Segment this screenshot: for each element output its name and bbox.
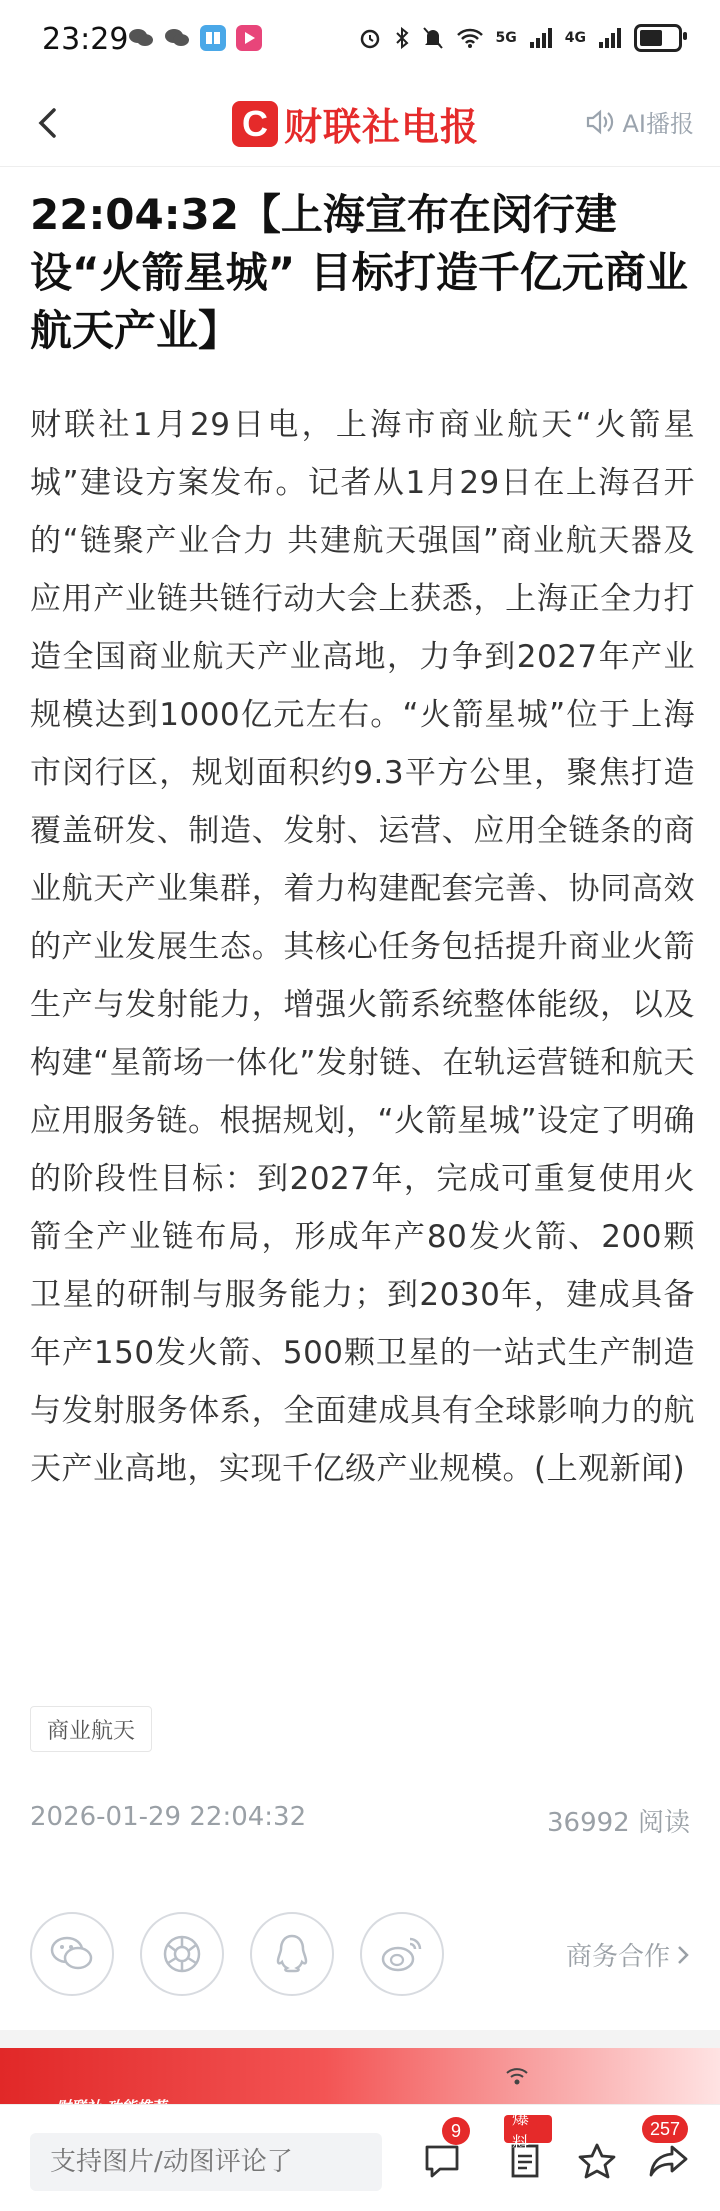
signal-icon-2 <box>598 27 622 49</box>
read-count: 36992 阅读 <box>547 1808 690 1838</box>
system-status-icons <box>358 24 682 52</box>
chevron-left-icon <box>26 100 72 146</box>
battery-icon <box>634 24 682 52</box>
article-body: 财联社1月29日电，上海市商业航天“火箭星城”建设方案发布。记者从1月29日在上海召开的“链聚产业合力 共建航天强国”商业航天器及应用产业链共链行动大会上获悉，上海正全力打造全国商业航天产业高地，力争到2027年产业规模达到1000亿元左右。“火箭星城”位于上海市闵行区，规划面积约9.3平方公里，聚焦打造覆盖研发、制造、发射、运营、应用全链条的商业航天产业集群，着力构建配套完善、协同高效的产业发展生态。其核心任务包括提升商业火箭生产与发射能力，增强火箭系统整体能级，以及构建“星箭场一体化”发射链、在轨运营链和航天应用服务链。根据规划，“火箭星城”设定了明确的阶段性目标：到2027年，完成可重复使用火箭全产业链布局，形成年产80发火箭、200颗卫星的研制与服务能力；到2030年，建成具备年产150发火箭、500颗卫星的一站式生产制造与发射服务体系，全面建成具有全球影响力的航天产业高地，实现千亿级产业规模。(上观新闻) <box>30 407 695 1487</box>
share-count-badge: 257 <box>642 2115 688 2143</box>
wechat-notification-icon-2 <box>164 25 190 51</box>
status-time: 23:29 <box>42 22 129 57</box>
comment-icon <box>422 2141 462 2181</box>
back-button[interactable] <box>26 100 72 146</box>
wechat-notification-icon <box>128 25 154 51</box>
topic-tag[interactable]: 商业航天 <box>30 1706 152 1752</box>
notification-icons <box>128 25 262 51</box>
share-row <box>30 1912 690 1996</box>
top-nav-bar <box>0 82 720 167</box>
network-4g-label: 4G <box>564 30 586 46</box>
wechat-icon <box>50 1935 94 1973</box>
book-app-icon <box>200 25 226 51</box>
ai-read-label: AI播报 <box>622 110 694 138</box>
comments-button[interactable] <box>422 2120 468 2187</box>
bottom-action-bar <box>0 2104 720 2211</box>
status-bar <box>0 0 720 82</box>
qq-icon <box>274 1933 310 1975</box>
share-qq-button[interactable] <box>250 1912 334 1996</box>
share-icon <box>648 2141 690 2181</box>
weibo-icon <box>380 1935 424 1973</box>
signal-icon <box>529 27 553 49</box>
share-wechat-button[interactable] <box>30 1912 114 1996</box>
publish-date: 2026-01-29 22:04:32 <box>30 1802 307 1832</box>
alarm-icon <box>358 26 382 50</box>
logo-text: 财联社电报 <box>284 105 480 149</box>
share-button[interactable] <box>648 2118 694 2187</box>
business-cooperation-link[interactable] <box>566 1936 690 1973</box>
report-button[interactable] <box>506 2109 552 2187</box>
speaker-icon <box>585 108 615 136</box>
mute-icon <box>422 26 444 50</box>
moments-icon <box>161 1933 203 1975</box>
video-app-icon <box>236 25 262 51</box>
comment-count-badge: 9 <box>442 2117 470 2145</box>
section-divider <box>0 2030 720 2048</box>
wifi-icon <box>456 27 484 49</box>
ai-read-button[interactable] <box>585 104 695 139</box>
share-moments-button[interactable] <box>140 1912 224 1996</box>
comment-input[interactable] <box>30 2133 382 2191</box>
business-cooperation-label: 商务合作 <box>565 1942 670 1972</box>
share-weibo-button[interactable] <box>360 1912 444 1996</box>
wifi-decor-icon <box>504 2064 530 2088</box>
star-icon <box>576 2141 618 2183</box>
favorite-button[interactable] <box>576 2141 622 2187</box>
network-5g-label: 5G <box>495 30 517 46</box>
report-badge: 爆料 <box>504 2115 552 2143</box>
article-title: 22:04:32【上海宣布在闵行建设“火箭星城” 目标打造千亿元商业航天产业】 <box>30 190 688 355</box>
app-logo <box>232 96 479 151</box>
logo-mark: C <box>232 101 278 147</box>
bluetooth-icon <box>394 26 410 50</box>
chevron-right-icon <box>676 1944 690 1966</box>
